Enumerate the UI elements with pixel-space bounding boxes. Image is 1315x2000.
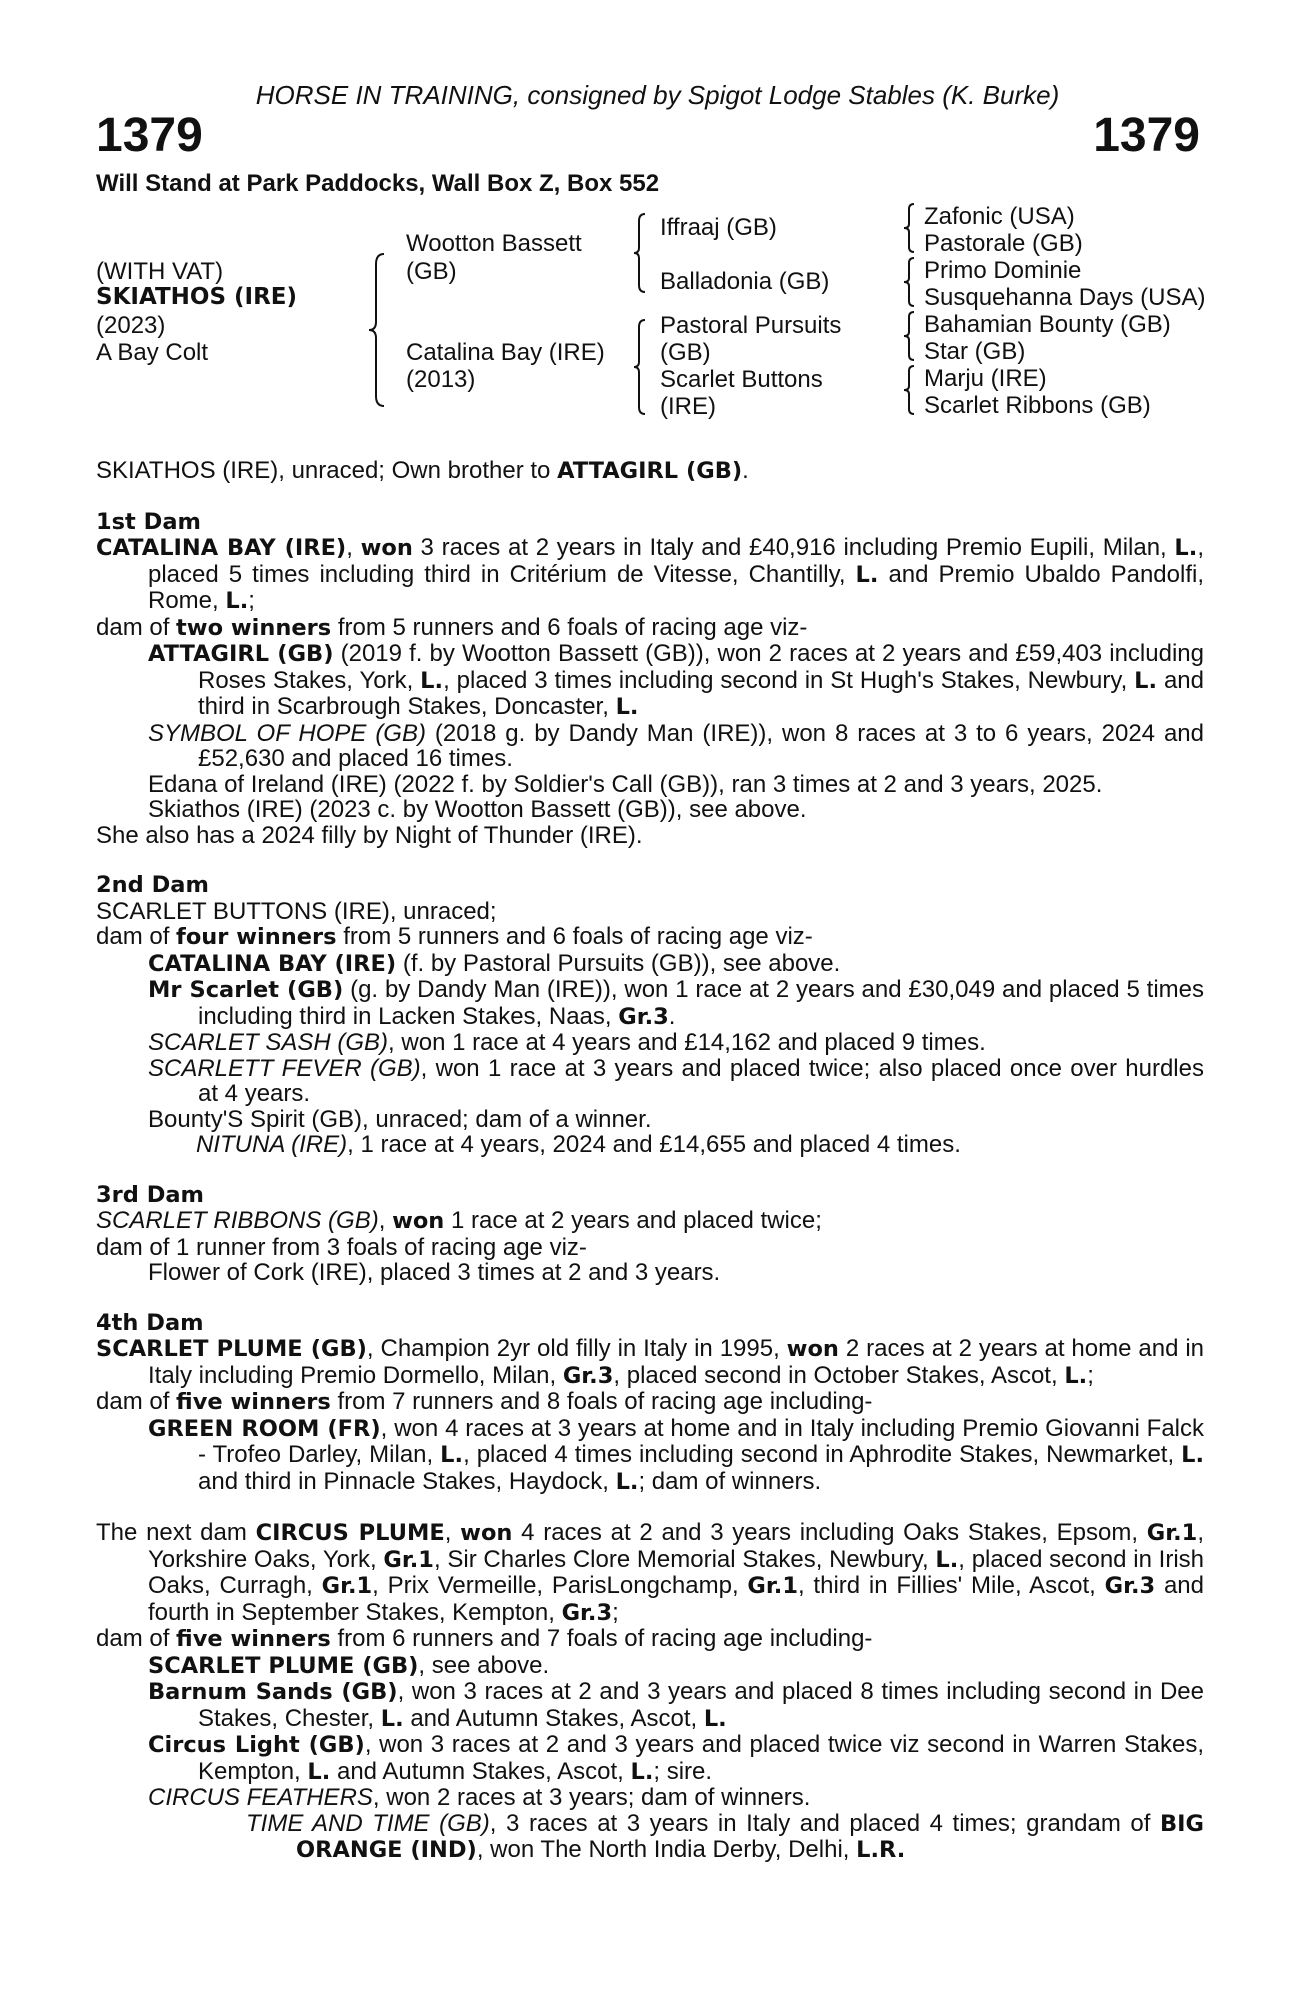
brace-g3-4 [902, 364, 916, 416]
next-dam-record: The next dam CIRCUS PLUME, won 4 races at 2 and 3 years including Oaks Stakes, Epsom, Gr.1, Yorkshire Oaks, York, Gr.1, Sir Charles Clore Memorial Stakes, Newbury, L., placed second in Irish Oaks, Curragh, Gr.1, Prix Vermeille, ParisLongchamp, Gr.1, third in Fillies' Mile, Ascot, Gr.3 and fourth in September Stakes, Kempton, Gr.3; [96, 1519, 1205, 1626]
g3-ancestor: Primo Dominie [924, 257, 1082, 284]
intro-line: SKIATHOS (IRE), unraced; Own brother to ATTAGIRL (GB). [96, 457, 749, 484]
brace-g3-1 [902, 202, 916, 254]
produce-entry: ATTAGIRL (GB) (2019 f. by Wootton Bassett (GB)), won 2 races at 2 years and £59,403 including Roses Stakes, York, L., placed 3 times including second in St Hugh's Stakes, Newbury, L. and third in Scarbrough Stakes, Doncaster, L. [148, 640, 1204, 720]
produce-entry: Flower of Cork (IRE), placed 3 times at 2 and 3 years. [148, 1259, 721, 1286]
next-dam-produce-summary: dam of five winners from 6 runners and 7 foals of racing age including- [96, 1625, 873, 1652]
sire-brace [632, 212, 648, 294]
second-dam-heading: 2nd Dam [96, 872, 209, 898]
g3-ancestor: Scarlet Ribbons (GB) [924, 392, 1151, 419]
third-dam-record: SCARLET RIBBONS (GB), won 1 race at 2 years and placed twice; [96, 1207, 822, 1234]
sire-line1: Wootton Bassett [406, 230, 582, 257]
first-dam-produce-summary: dam of two winners from 5 runners and 6 foals of racing age viz- [96, 613, 808, 641]
produce-entry: Mr Scarlet (GB) (g. by Dandy Man (IRE)), won 1 race at 2 years and £30,049 and placed 5 times including third in Lacken Stakes, Naas, Gr.3. [148, 976, 1205, 1030]
produce-entry: CATALINA BAY (IRE) (f. by Pastoral Pursuits (GB)), see above. [148, 949, 841, 977]
third-dam-heading: 3rd Dam [96, 1181, 204, 1208]
g3-ancestor: Marju (IRE) [924, 365, 1047, 392]
pedigree-brace [366, 252, 388, 408]
g3-ancestor: Star (GB) [924, 338, 1026, 365]
dam-line1: Catalina Bay (IRE) [406, 339, 605, 366]
g3-ancestor: Pastorale (GB) [924, 230, 1083, 257]
stand-location: Will Stand at Park Paddocks, Wall Box Z, Box 552 [96, 170, 660, 197]
dam-dam-line2: (IRE) [660, 393, 716, 420]
subject-year: (2023) [96, 312, 166, 339]
dam-brace [632, 318, 648, 416]
produce-entry: Circus Light (GB), won 3 races at 2 and 3 years and placed twice viz second in Warren Stakes, Kempton, L. and Autumn Stakes, Ascot, L.; sire. [148, 1731, 1204, 1785]
produce-entry: SCARLET PLUME (GB), see above. [148, 1651, 550, 1679]
brace-g3-2 [902, 256, 916, 308]
sire-line2: (GB) [406, 258, 457, 285]
first-dam-record: CATALINA BAY (IRE), won 3 races at 2 years in Italy and £40,916 including Premio Eupili, Milan, L., placed 5 times including third in Critérium de Vitesse, Chantilly, L. and Premio Ubaldo Pandolfi, Rome, L.; [96, 534, 1205, 614]
subject-name: SKIATHOS (IRE) [96, 284, 298, 310]
g3-ancestor: Zafonic (USA) [924, 203, 1075, 230]
produce-entry: Bounty'S Spirit (GB), unraced; dam of a winner. [148, 1105, 652, 1133]
dam-sire-line2: (GB) [660, 339, 711, 366]
consignor-line: HORSE IN TRAINING, consigned by Spigot Lodge Stables (K. Burke) [255, 80, 1060, 110]
produce-entry: SCARLET SASH (GB), won 1 race at 4 years and £14,162 and placed 9 times. [148, 1029, 986, 1056]
produce-entry: GREEN ROOM (FR), won 4 races at 3 years at home and in Italy including Premio Giovanni Falck - Trofeo Darley, Milan, L., placed 4 times including second in Aphrodite Stakes, Newmarket, L. and third in Pinnacle Stakes, Haydock, L.; dam of winners. [148, 1414, 1204, 1495]
sire-sire: Iffraaj (GB) [660, 214, 777, 241]
lot-number-right: 1379 [1093, 109, 1200, 162]
produce-entry: Barnum Sands (GB), won 3 races at 2 and 3 years and placed 8 times including second in Dee Stakes, Chester, L. and Autumn Stakes, Ascot, L. [148, 1678, 1204, 1732]
dam-sire-line1: Pastoral Pursuits [660, 312, 842, 339]
also-note: She also has a 2024 filly by Night of Thunder (IRE). [96, 821, 643, 849]
produce-entry: Edana of Ireland (IRE) (2022 f. by Soldier's Call (GB)), ran 3 times at 2 and 3 years, 2025. [148, 770, 1103, 798]
g3-ancestor: Bahamian Bounty (GB) [924, 311, 1171, 338]
first-dam-heading: 1st Dam [96, 508, 201, 535]
grand-produce-entry: TIME AND TIME (GB), 3 races at 3 years in Italy and placed 4 times; grandam of BIG ORANGE (IND), won The North India Derby, Delhi, L.R. [246, 1809, 1204, 1863]
g3-ancestor: Susquehanna Days (USA) [924, 284, 1206, 311]
lot-number-left: 1379 [96, 109, 203, 162]
brace-g3-3 [902, 310, 916, 362]
third-dam-produce-summary: dam of 1 runner from 3 foals of racing age viz- [96, 1233, 587, 1261]
produce-entry: SCARLETT FEVER (GB), won 1 race at 3 years and placed twice; also placed once over hurdles at 4 years. [148, 1054, 1204, 1107]
subject-description: A Bay Colt [96, 339, 209, 366]
catalogue-body [96, 458, 1204, 1864]
second-dam-produce-summary: dam of four winners from 5 runners and 6 foals of racing age viz- [96, 923, 813, 950]
grand-produce-entry: NITUNA (IRE), 1 race at 4 years, 2024 and £14,655 and placed 4 times. [196, 1131, 961, 1158]
produce-entry: CIRCUS FEATHERS, won 2 races at 3 years; dam of winners. [148, 1784, 811, 1811]
produce-entry: Skiathos (IRE) (2023 c. by Wootton Bassett (GB)), see above. [148, 796, 807, 823]
fourth-dam-record: SCARLET PLUME (GB), Champion 2yr old filly in Italy in 1995, won 2 races at 2 years at home and in Italy including Premio Dormello, Milan, Gr.3, placed second in October Stakes, Ascot, L.; [96, 1335, 1205, 1389]
dam-line2: (2013) [406, 366, 476, 393]
second-dam-record: SCARLET BUTTONS (IRE), unraced; [96, 897, 497, 925]
produce-entry: SYMBOL OF HOPE (GB) (2018 g. by Dandy Man (IRE)), won 8 races at 3 to 6 years, 2024 and £52,630 and placed 16 times. [148, 719, 1205, 772]
fourth-dam-heading: 4th Dam [96, 1309, 204, 1336]
fourth-dam-produce-summary: dam of five winners from 7 runners and 8 foals of racing age including- [96, 1388, 873, 1415]
dam-dam-line1: Scarlet Buttons [660, 366, 823, 393]
vat-note: (WITH VAT) [96, 258, 224, 285]
sire-dam: Balladonia (GB) [660, 268, 830, 295]
